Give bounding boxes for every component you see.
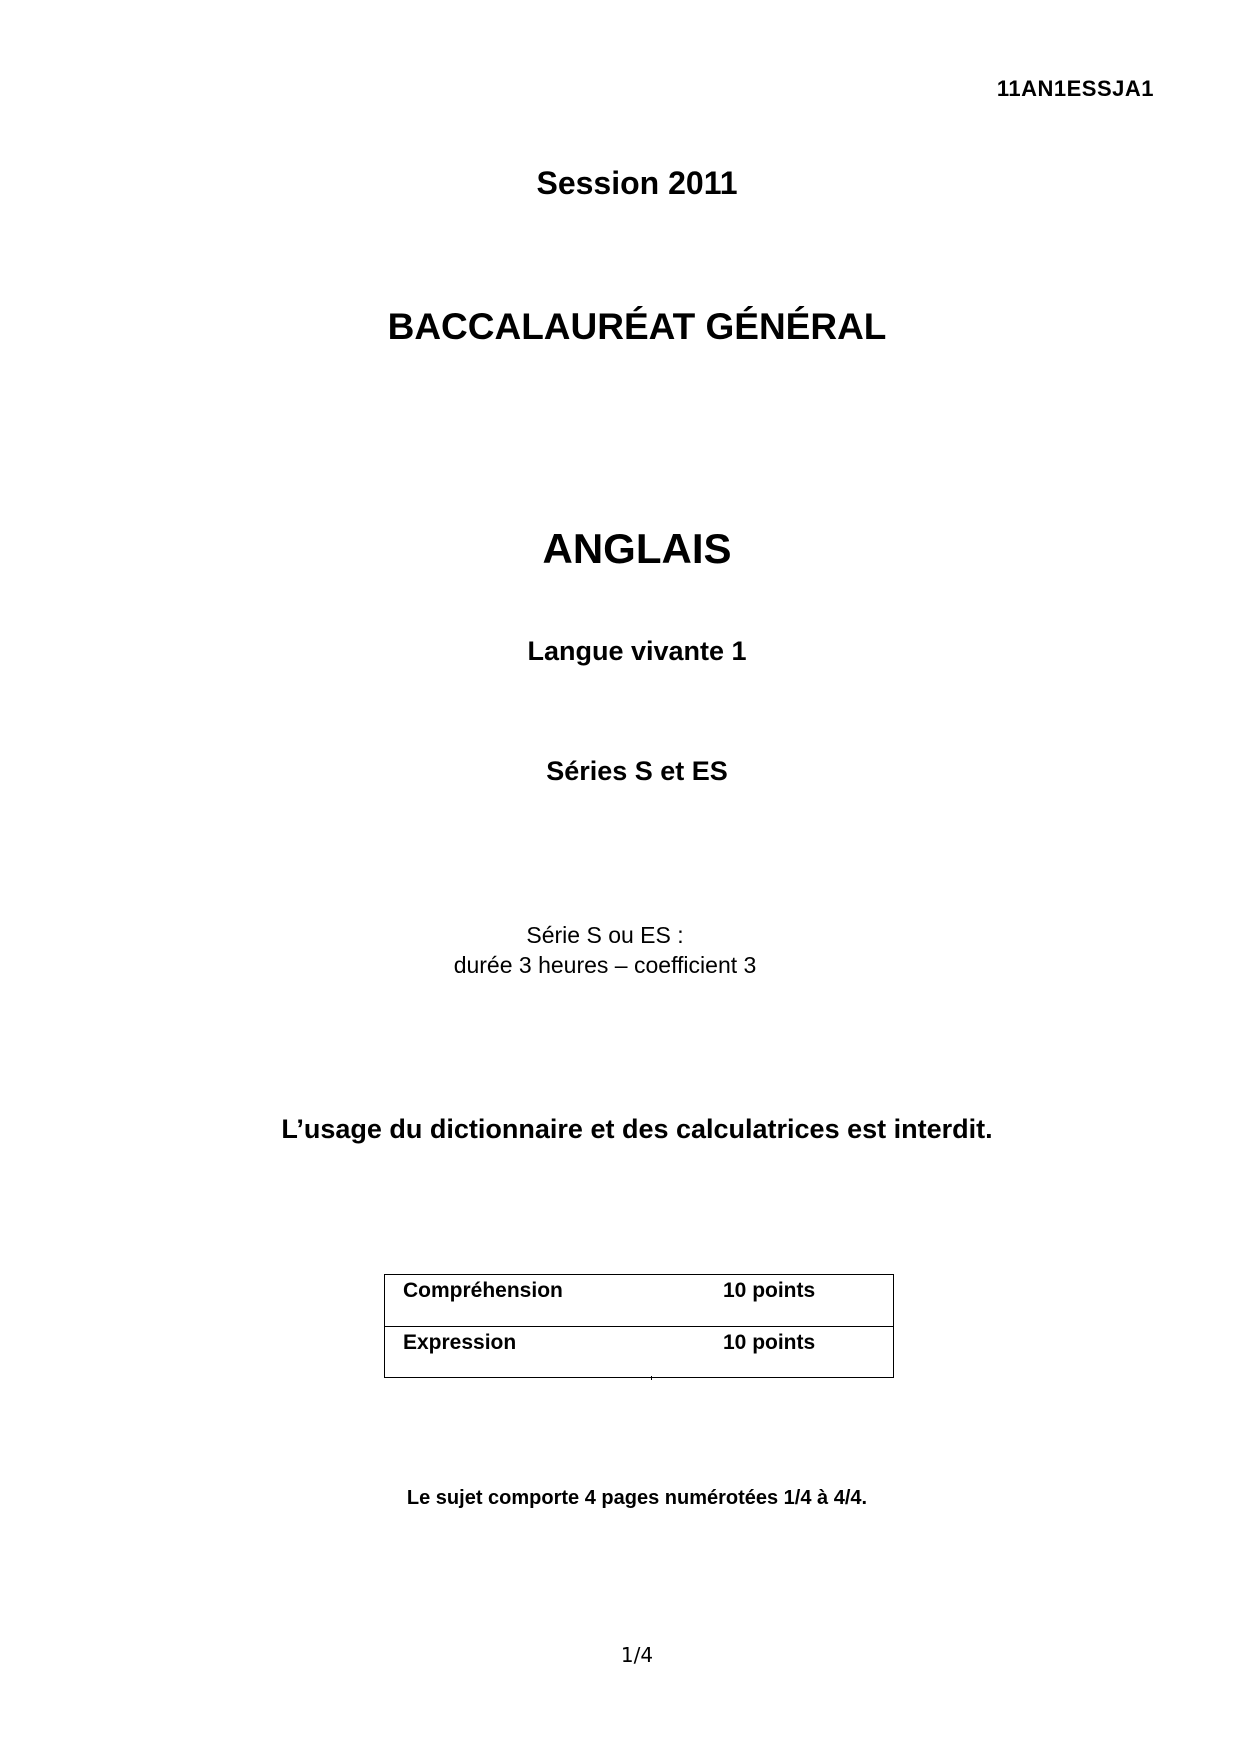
language-level: Langue vivante 1	[527, 636, 747, 666]
document-code: 11AN1ESSJA1	[996, 76, 1154, 101]
table-divider-tick	[651, 1376, 652, 1380]
page-number: 1/4	[620, 1643, 654, 1667]
serie-info: Série S ou ES :	[526, 922, 684, 948]
grading-row-expression	[385, 1327, 893, 1378]
session-title: Session 2011	[536, 165, 738, 201]
series-title: Séries S et ES	[546, 756, 728, 786]
grading-row-comprehension	[385, 1275, 893, 1327]
grading-row-label: Compréhension	[403, 1279, 563, 1302]
grading-row-label: Expression	[403, 1331, 517, 1354]
duration-info: durée 3 heures – coefficient 3	[453, 952, 757, 978]
grading-row-points: 10 points	[723, 1279, 816, 1302]
grading-table	[384, 1274, 894, 1378]
subject-title: ANGLAIS	[542, 525, 732, 572]
usage-notice: L’usage du dictionnaire et des calculatrices est interdit.	[281, 1114, 993, 1144]
grading-row-points: 10 points	[723, 1331, 816, 1354]
exam-title: BACCALAURÉAT GÉNÉRAL	[387, 306, 887, 347]
pages-note: Le sujet comporte 4 pages numérotées 1/4 à 4/4.	[406, 1487, 868, 1509]
